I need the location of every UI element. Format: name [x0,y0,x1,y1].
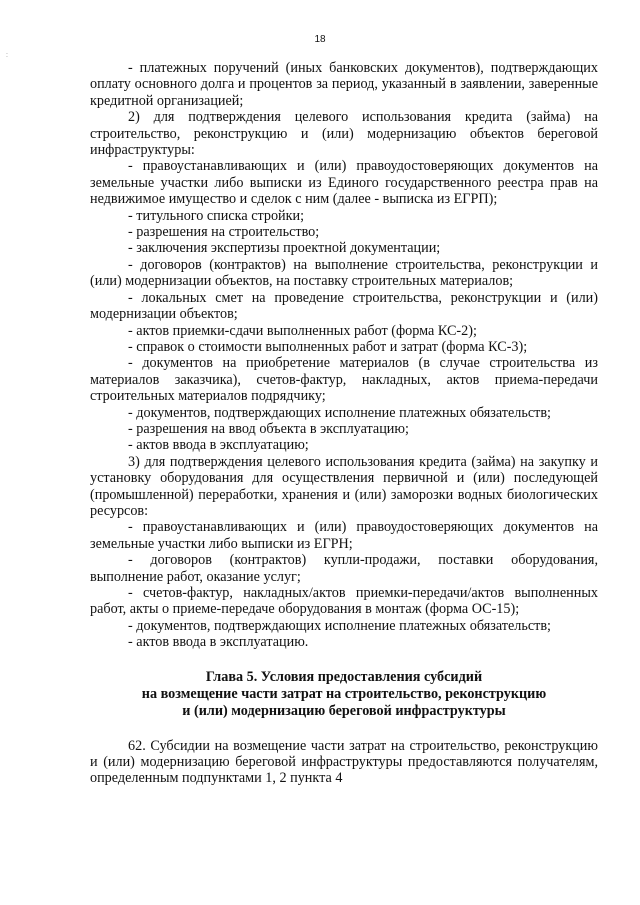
list-item: - разрешения на строительство; [128,224,320,241]
page-body [90,60,598,787]
page-number: 18 [314,34,326,45]
chapter-heading [90,669,598,720]
list-item: - актов приемки-сдачи выполненных работ (форма КС-2); [128,322,477,339]
list-item: - документов, подтверждающих исполнение платежных обязательств; [128,404,551,421]
paragraph-62: 62. Субсидии на возмещение части затрат на строительство, реконструкцию и (или) модернизацию береговой инфраструктуры предоставляются получателям, определенным подпунктами 1, 2 пункта 4 [90,737,598,787]
list-item: - титульного списка стройки; [128,207,305,224]
chapter-heading-line: и (или) модернизацию береговой инфраструктуры [182,702,506,719]
chapter-heading-line: на возмещение части затрат на строительство, реконструкцию [141,685,547,702]
paragraph-payment-orders: - платежных поручений (иных банковских документов), подтверждающих оплату основного долга и процентов за период, указанный в заявлении, заверенные кредитной организацией; [90,60,598,109]
list-item: - договоров (контрактов) купли-продажи, поставки оборудования, выполнение работ, оказание услуг; [90,552,598,585]
margin-mark: : [6,52,8,59]
list-item: - документов на приобретение материалов (в случае строительства из материалов заказчика), счетов-фактур, накладных, актов приема-передачи строительных материалов подрядчику; [90,355,598,405]
list-item: - заключения экспертизы проектной документации; [128,240,441,257]
list-item: - правоустанавливающих и (или) правоудостоверяющих документов на земельные участки либо выписки из ЕГРН; [90,519,598,552]
paragraph-item-2: 2) для подтверждения целевого использования кредита (займа) на строительство, реконструкцию и (или) модернизацию объектов береговой инфраструктуры: [90,109,598,159]
list-item: - справок о стоимости выполненных работ и затрат (форма КС-3); [128,338,528,355]
list-item: - актов ввода в эксплуатацию. [128,634,309,651]
list-item: - актов ввода в эксплуатацию; [128,437,309,454]
list-item: - документов, подтверждающих исполнение платежных обязательств; [128,617,551,634]
list-item: - разрешения на ввод объекта в эксплуатацию; [128,420,409,437]
list-item: - правоустанавливающих и (или) правоудостоверяющих документов на земельные участки либо выписки из Единого государственного реестра прав на недвижимое имущество и сделок с ним (далее - выписка из ЕГРП); [90,158,598,208]
spacer [90,720,598,738]
list-item: - локальных смет на проведение строительства, реконструкции и (или) модернизации объектов; [90,289,598,323]
list-item: - договоров (контрактов) на выполнение строительства, реконструкции и (или) модернизации объектов, на поставку строительных материалов; [90,256,598,290]
paragraph-item-3: 3) для подтверждения целевого использования кредита (займа) на закупку и установку оборудования для осуществления первичной и (или) последующей (промышленной) переработки, хранения и (или) заморозки водных биологических ресурсов: [90,453,598,519]
list-item: - счетов-фактур, накладных/актов приемки-передачи/актов выполненных работ, акты о приеме-передаче оборудования в монтаж (форма ОС-15); [90,585,598,618]
chapter-heading-line: Глава 5. Условия предоставления субсидий [205,668,483,685]
spacer [90,651,598,669]
